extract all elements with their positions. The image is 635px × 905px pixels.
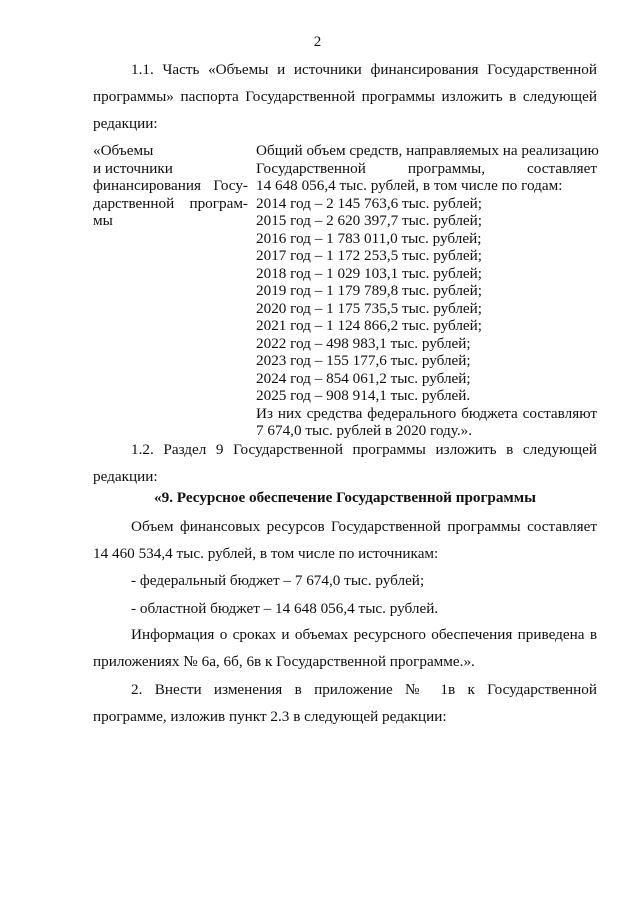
label-line: «Объемы	[93, 142, 154, 159]
info-paragraph	[93, 621, 597, 675]
federal-note-line: 7 674,0 тыс. рублей в 2020 году.».	[256, 422, 473, 439]
year-line: 2024 год – 854 061,2 тыс. рублей;	[256, 369, 471, 387]
label-line: дарственной програм-	[93, 194, 248, 212]
section-heading: «9. Ресурсное обеспечение Государственной программы	[154, 489, 536, 506]
page-number: 2	[313, 34, 322, 50]
year-line: 2015 год – 2 620 397,7 тыс. рублей;	[256, 212, 483, 229]
year-line: 2025 год – 908 914,1 тыс. рублей.	[256, 387, 471, 404]
paragraph-2-text: 2. Внести изменения в приложение № 1в к Государственной программе, изложив пункт 2.3 в следующей редакции:	[93, 681, 597, 725]
year-line: 2021 год – 1 124 866,2 тыс. рублей;	[256, 317, 483, 334]
year-line: 2020 год – 1 175 735,5 тыс. рублей;	[256, 299, 483, 317]
paragraph-1-2-text: 1.2. Раздел 9 Государственной программы изложить в следующей редакции:	[93, 441, 597, 485]
year-line: 2018 год – 1 029 103,1 тыс. рублей;	[256, 264, 483, 282]
year-line: 2023 год – 155 177,6 тыс. рублей;	[256, 352, 471, 369]
federal-note-line: Из них средства федерального бюджета составляют	[256, 404, 597, 422]
bullet-federal-budget: - федеральный бюджет – 7 674,0 тыс. рублей;	[131, 572, 425, 589]
info-paragraph-text: Информация о сроках и объемах ресурсного обеспечения приведена в приложениях № 6а, 6б, 6в к Государственной программе.».	[93, 626, 597, 670]
year-line: 2019 год – 1 179 789,8 тыс. рублей;	[256, 282, 483, 299]
intro-line: Общий объем средств, направляемых на реализацию	[256, 142, 599, 159]
passport-row-value	[256, 142, 597, 440]
paragraph-1-1-text: 1.1. Часть «Объемы и источники финансирования Государственной программы» паспорта Государственной программы изложить в следующей редакции:	[93, 61, 597, 132]
year-line: 2017 год – 1 172 253,5 тыс. рублей;	[256, 247, 483, 264]
passport-row-label	[93, 142, 248, 230]
label-line: финансирования Госу-	[93, 177, 248, 194]
volume-paragraph-text: Объем финансовых ресурсов Государственной программы составляет 14 460 534,4 тыс. рублей, в том числе по источникам:	[93, 518, 597, 562]
paragraph-1-1	[93, 56, 597, 137]
year-line: 2014 год – 2 145 763,6 тыс. рублей;	[256, 194, 483, 212]
paragraph-1-2	[93, 436, 597, 490]
year-line: 2016 год – 1 783 011,0 тыс. рублей;	[256, 229, 482, 247]
volume-paragraph	[93, 513, 597, 567]
label-line: и источники	[93, 159, 173, 177]
paragraph-2	[93, 676, 597, 730]
year-line: 2022 год – 498 983,1 тыс. рублей;	[256, 334, 471, 352]
intro-line: Государственной программы, составляет	[256, 159, 597, 177]
label-line: мы	[93, 212, 113, 229]
bullet-regional-budget: - областной бюджет – 14 648 056,4 тыс. рублей.	[131, 600, 439, 617]
intro-line: 14 648 056,4 тыс. рублей, в том числе по годам:	[256, 177, 563, 194]
